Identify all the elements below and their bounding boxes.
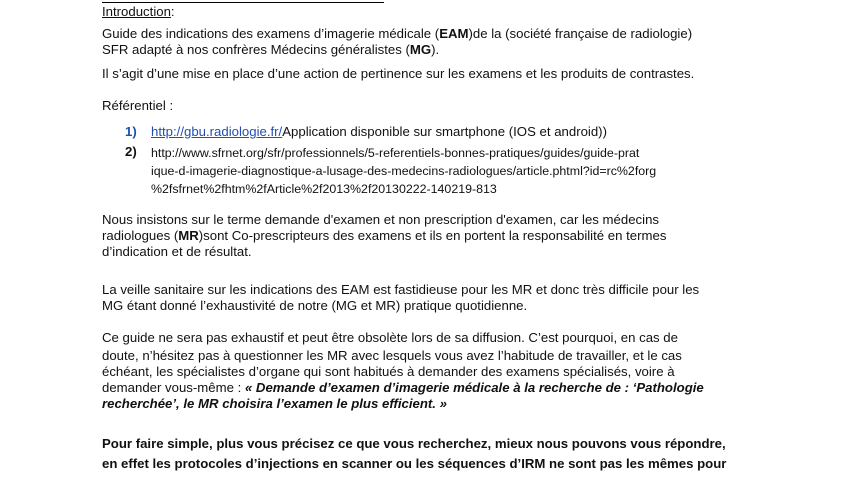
mg-abbr: MG <box>409 42 432 57</box>
p3-text-a: radiologues ( <box>102 228 179 243</box>
sfrnet-url-line2: ique-d-imagerie-diagnostique-a-lusage-des-medecins-radiologues/article.phtml?id=rc%2forg <box>151 164 657 178</box>
referentiel-item-number: 2) <box>125 144 137 159</box>
intro-p1-text-c: )de la (société française de radiologie) <box>468 26 693 41</box>
eam-abbr: EAM <box>439 26 469 41</box>
intro-p1-text-d: SFR adapté à nos confrères Médecins généralistes ( <box>102 42 410 57</box>
p4-line2: MG étant donné l’exhaustivité de notre (MG et MR) pratique quotidienne. <box>102 298 528 313</box>
p5-quote-b: recherchée’, le MR choisira l’examen le plus efficient. <box>102 396 436 411</box>
mr-abbr: MR <box>178 228 199 243</box>
sfrnet-url <box>151 144 751 198</box>
p5-line3: échéant, les spécialistes d’organe qui sont habitués à demander des examens spécialisés, voire à <box>102 364 675 379</box>
p5-line1: Ce guide ne sera pas exhaustif et peut être obsolète lors de sa diffusion. C’est pourquoi, en cas de <box>102 330 678 345</box>
p5-quote-a: « Demande d’examen d’imagerie médicale à la recherche de : ‘Pathologie <box>244 380 704 395</box>
p4-line1: La veille sanitaire sur les indications des EAM est fastidieuse pour les MR et donc très difficile pour les <box>102 282 700 297</box>
p5-quote-close: » <box>435 396 447 411</box>
intro-heading-colon: : <box>170 4 175 19</box>
p5-line5 <box>102 396 752 412</box>
intro-p1-line2 <box>102 42 752 58</box>
top-rule-divider <box>102 2 384 3</box>
p3-line3: d’indication et de résultat. <box>102 244 252 259</box>
p5-line4 <box>102 380 752 396</box>
intro-heading-line <box>102 4 752 20</box>
p6-line1: Pour faire simple, plus vous précisez ce que vous recherchez, mieux nous pouvons vous répondre, <box>102 436 726 451</box>
p3-text-c: )sont Co-prescripteurs des examens et ils en portent la responsabilité en termes <box>198 228 667 243</box>
gbu-radiologie-link[interactable]: http://gbu.radiologie.fr/ <box>151 124 283 139</box>
referentiel-item-body <box>151 124 751 140</box>
p5-text-a: demander vous-même : <box>102 380 245 395</box>
intro-p1-line1 <box>102 26 752 42</box>
p6-line2: en effet les protocoles d’injections en scanner ou les séquences d’IRM ne sont pas les mêmes pour <box>102 456 727 471</box>
referentiel-item-1 <box>125 124 745 140</box>
referentiel-item-text: Application disponible sur smartphone (IOS et android)) <box>282 124 607 139</box>
intro-p1-text-e: ). <box>431 42 440 57</box>
sfrnet-url-line3: %2fsfrnet%2fhtm%2fArticle%2f2013%2f20130222-140219-813 <box>151 182 497 196</box>
referentiel-label: Référentiel : <box>102 98 174 113</box>
intro-p1-text-a: Guide des indications des examens d’imagerie médicale ( <box>102 26 440 41</box>
p3-line2 <box>102 228 752 244</box>
intro-p2: Il s’agit d’une mise en place d’une action de pertinence sur les examens et les produits de contrastes. <box>102 66 695 81</box>
intro-heading: Introduction <box>102 4 171 19</box>
referentiel-item-number: 1) <box>125 124 137 139</box>
referentiel-item-2 <box>125 144 745 196</box>
p5-line2: doute, n’hésitez pas à questionner les MR avec lesquels vous avez l’habitude de travailler, et le cas <box>102 348 682 363</box>
sfrnet-url-line1: http://www.sfrnet.org/sfr/professionnels/5-referentiels-bonnes-pratiques/guides/guide-prat <box>151 146 640 160</box>
p3-line1: Nous insistons sur le terme demande d'examen et non prescription d'examen, car les médecins <box>102 212 659 227</box>
